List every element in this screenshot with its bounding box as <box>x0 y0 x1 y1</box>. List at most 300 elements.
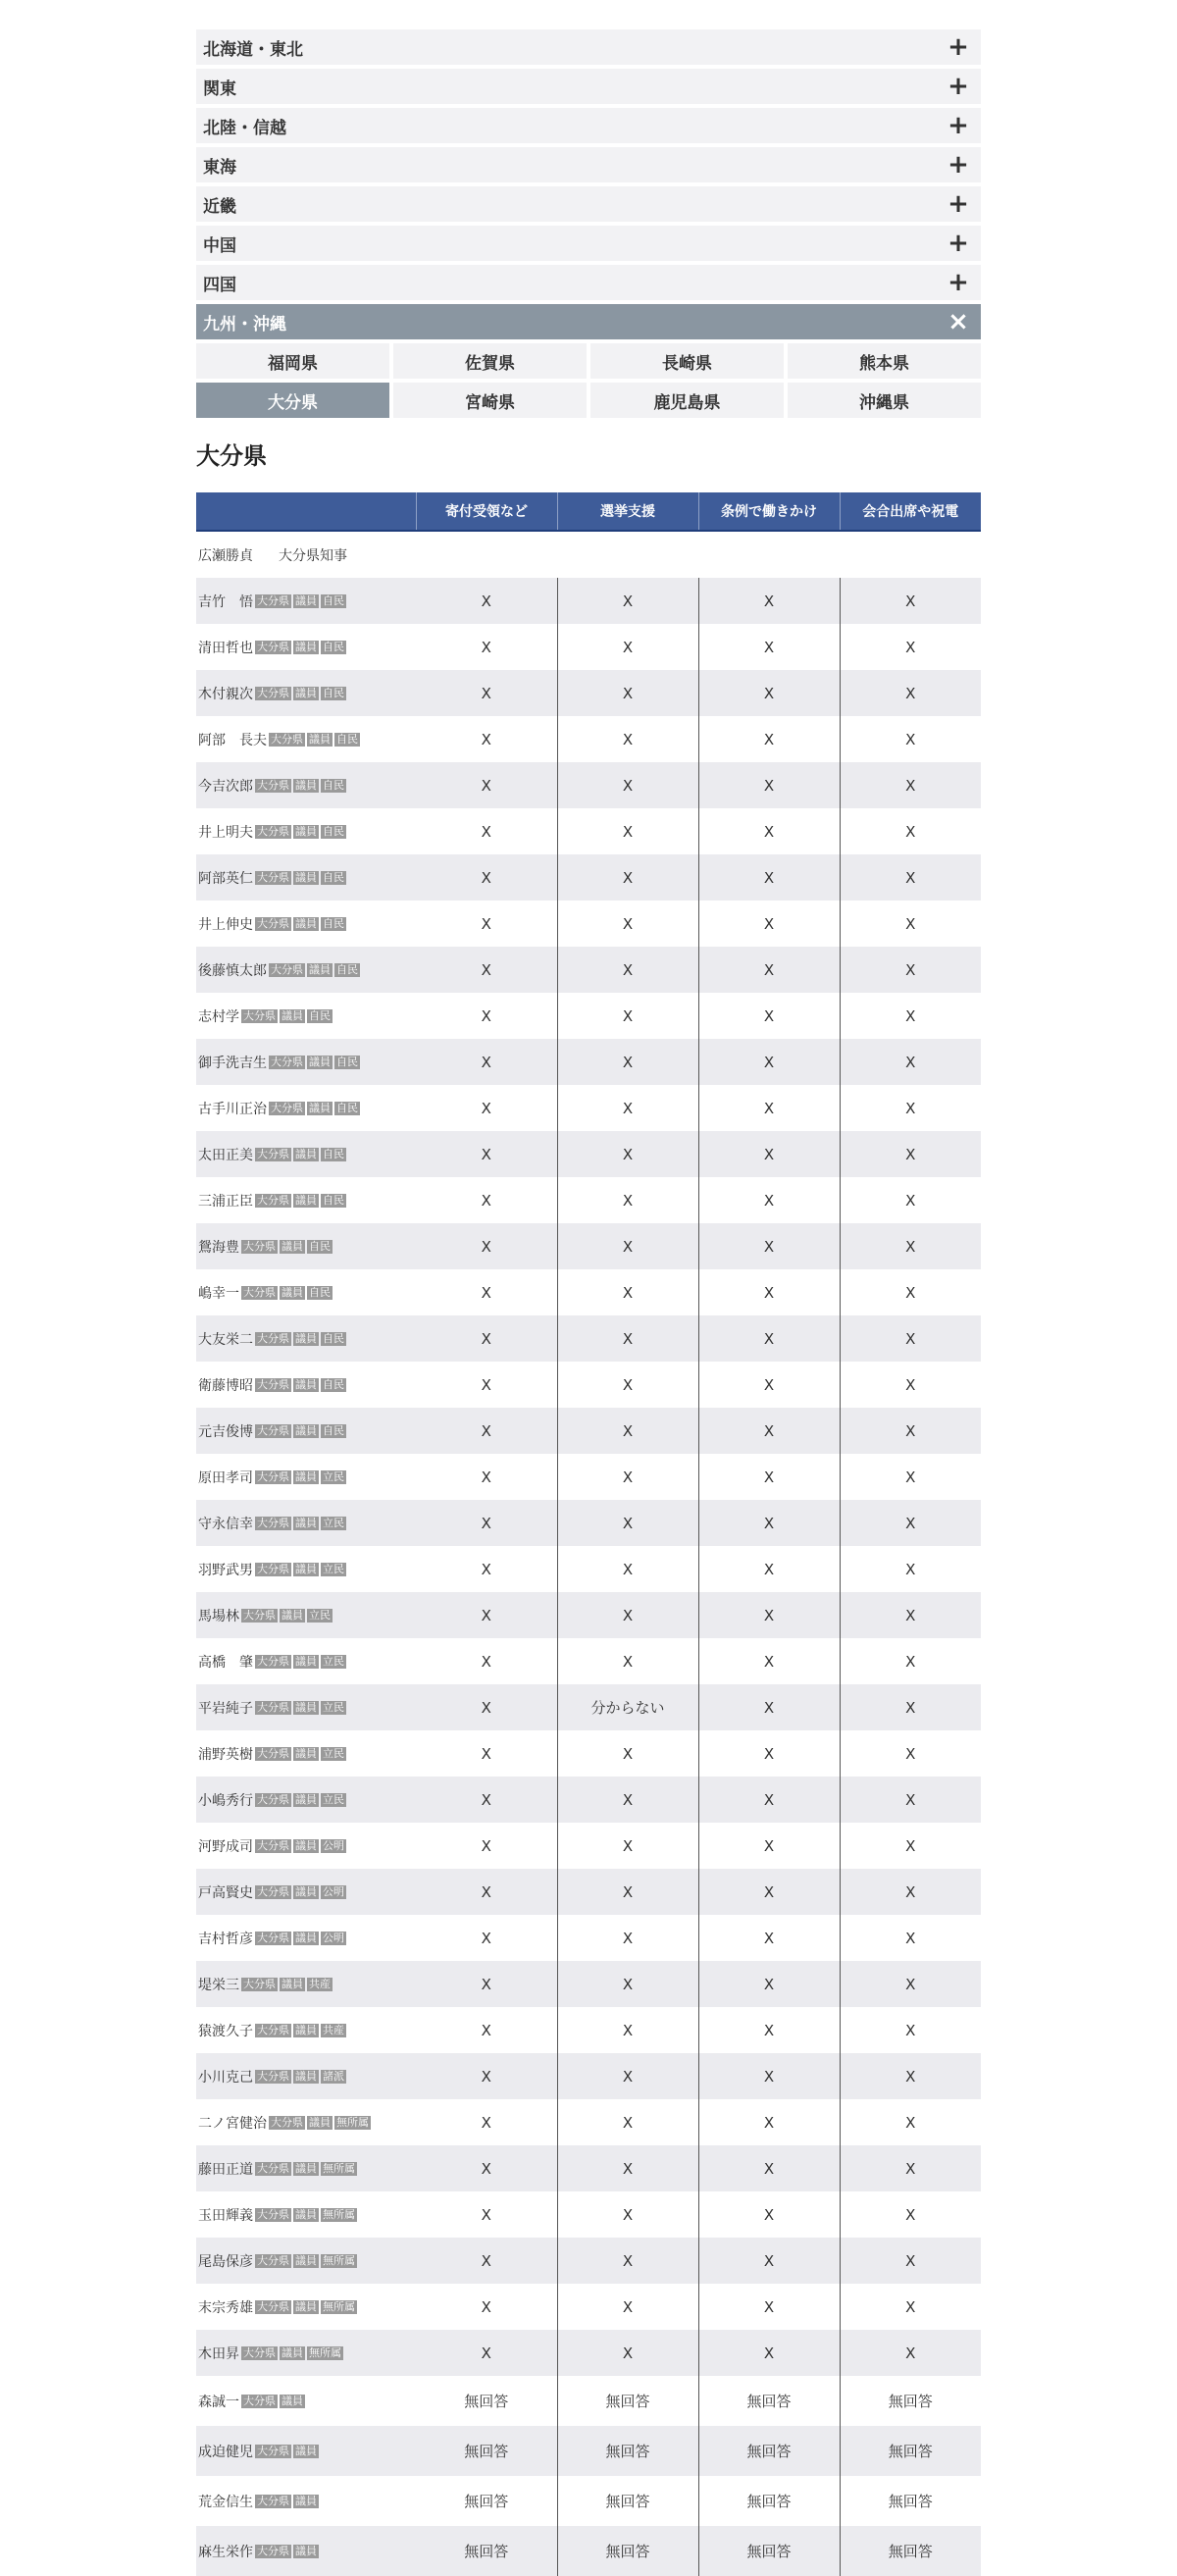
member-cell <box>196 947 416 993</box>
table-row <box>196 1223 981 1269</box>
prefecture-tab[interactable]: 熊本県 <box>788 343 981 379</box>
member-cell <box>196 1869 416 1915</box>
answer-cell: X <box>698 1592 840 1638</box>
member-tag: 無所属 <box>309 2345 341 2359</box>
prefecture-tab[interactable]: 沖縄県 <box>788 383 981 418</box>
answer-cell: X <box>698 1961 840 2007</box>
table-row <box>196 993 981 1039</box>
member-tag: 大分県 <box>257 1654 289 1668</box>
header-name <box>196 492 416 531</box>
answer-cell: X <box>481 1836 491 1855</box>
answer-cell: X <box>416 1131 557 1177</box>
table-row <box>196 1131 981 1177</box>
answer-cell: X <box>840 578 981 624</box>
header-election-support: 選挙支援 <box>557 492 698 531</box>
member-tag: 自民 <box>323 1331 344 1345</box>
member-tag: 大分県 <box>257 824 289 838</box>
table-row <box>196 808 981 854</box>
member-tag: 公明 <box>323 1931 344 1944</box>
plus-icon[interactable]: + <box>947 32 969 62</box>
survey-table <box>196 492 981 2576</box>
table-row <box>196 2476 981 2526</box>
region-item[interactable] <box>196 265 981 300</box>
member-name: 大友栄二 <box>198 1331 253 1348</box>
answer-cell: X <box>557 1454 698 1500</box>
member-tag: 立民 <box>323 1792 344 1806</box>
answer-cell: X <box>698 2330 840 2376</box>
answer-cell: X <box>698 2099 840 2145</box>
answer-cell: X <box>416 1961 557 2007</box>
answer-cell: X <box>557 1823 698 1869</box>
member-tag: 議員 <box>295 870 317 884</box>
answer-cell: X <box>416 1315 557 1362</box>
table-row <box>196 1730 981 1777</box>
region-item[interactable] <box>196 147 981 182</box>
member-tag: 議員 <box>295 1884 317 1898</box>
answer-cell: X <box>698 1085 840 1131</box>
answer-cell: X <box>840 1777 981 1823</box>
answer-cell: 分からない <box>557 1684 698 1730</box>
table-row <box>196 1085 981 1131</box>
answer-cell: X <box>840 901 981 947</box>
answer-cell: X <box>481 1560 491 1578</box>
member-cell <box>196 1592 416 1638</box>
answer-cell: X <box>557 1085 698 1131</box>
answer-cell: X <box>840 2238 981 2284</box>
member-name: 後藤慎太郎 <box>198 962 267 979</box>
member-tag: 自民 <box>309 1008 331 1022</box>
prefecture-tab[interactable]: 長崎県 <box>590 343 784 379</box>
prefecture-tab[interactable]: 鹿児島県 <box>590 383 784 418</box>
table-row <box>196 762 981 808</box>
answer-cell: X <box>416 670 557 716</box>
member-name: 阿部 長夫 <box>198 732 267 748</box>
member-tag: 議員 <box>295 1654 317 1668</box>
answer-cell: X <box>416 2238 557 2284</box>
answer-cell: X <box>840 1869 981 1915</box>
region-item[interactable] <box>196 29 981 65</box>
answer-cell: X <box>840 2099 981 2145</box>
member-name: 浦野英樹 <box>198 1746 253 1763</box>
answer-cell: X <box>416 1500 557 1546</box>
answer-cell: X <box>840 1684 981 1730</box>
member-tag: 立民 <box>309 1608 331 1622</box>
prefecture-tabs <box>196 343 981 418</box>
member-tag: 自民 <box>323 1377 344 1391</box>
member-name: 堤栄三 <box>198 1977 239 1993</box>
answer-cell: X <box>698 1039 840 1085</box>
table-row <box>196 2284 981 2330</box>
member-name: 麻生栄作 <box>198 2544 253 2560</box>
member-tag: 大分県 <box>243 1285 276 1299</box>
member-name: 吉村哲彦 <box>198 1931 253 1947</box>
answer-cell: X <box>557 947 698 993</box>
answer-cell: X <box>416 1039 557 1085</box>
answer-cell: X <box>840 670 981 716</box>
member-tag: 大分県 <box>243 1008 276 1022</box>
member-tag: 自民 <box>323 824 344 838</box>
answer-cell: X <box>840 1177 981 1223</box>
governor-cell <box>196 531 416 578</box>
prefecture-tab[interactable]: 大分県 <box>196 383 389 418</box>
answer-cell: X <box>840 2145 981 2191</box>
plus-icon[interactable]: + <box>947 111 969 140</box>
member-tag: 議員 <box>295 1469 317 1483</box>
answer-cell: X <box>840 1085 981 1131</box>
answer-cell: X <box>698 2145 840 2191</box>
table-row <box>196 2376 981 2426</box>
answer-cell: X <box>840 947 981 993</box>
answer-cell: X <box>557 2238 698 2284</box>
member-cell <box>196 1454 416 1500</box>
member-tag: 議員 <box>295 2444 317 2457</box>
member-tag: 大分県 <box>257 1562 289 1575</box>
member-tag: 大分県 <box>257 2544 289 2557</box>
member-tag: 議員 <box>281 1608 303 1622</box>
answer-cell: X <box>557 1915 698 1961</box>
member-cell <box>196 2145 416 2191</box>
member-name: 原田孝司 <box>198 1469 253 1486</box>
member-tag: 議員 <box>281 1285 303 1299</box>
member-tag: 無所属 <box>323 2253 355 2267</box>
answer-cell: X <box>416 1408 557 1454</box>
member-tag: 議員 <box>295 1423 317 1437</box>
table-row <box>196 947 981 993</box>
member-cell <box>196 1177 416 1223</box>
region-label: 関東 <box>203 78 236 99</box>
region-item[interactable] <box>196 186 981 222</box>
member-name: 高橋 肇 <box>198 1654 253 1671</box>
table-row <box>196 854 981 901</box>
answer-cell: X <box>698 1684 840 1730</box>
answer-cell: X <box>840 854 981 901</box>
answer-cell: X <box>557 1177 698 1223</box>
answer-cell: X <box>557 993 698 1039</box>
answer-cell: X <box>840 1223 981 1269</box>
answer-cell: X <box>698 1362 840 1408</box>
member-cell <box>196 670 416 716</box>
header-ordinance: 条例で働きかけ <box>698 492 840 531</box>
table-row <box>196 1823 981 1869</box>
member-tag: 議員 <box>309 1101 331 1114</box>
answer-cell: X <box>698 1500 840 1546</box>
member-cell <box>196 624 416 670</box>
member-cell <box>196 1730 416 1777</box>
member-cell <box>196 2376 416 2426</box>
answer-cell: X <box>840 2053 981 2099</box>
governor-row <box>196 531 981 578</box>
plus-icon[interactable]: + <box>947 229 969 258</box>
table-row <box>196 901 981 947</box>
member-cell <box>196 1546 416 1592</box>
member-cell <box>196 2007 416 2053</box>
answer-cell: X <box>557 2191 698 2238</box>
table-row <box>196 1546 981 1592</box>
answer-cell: 無回答 <box>840 2426 981 2476</box>
answer-cell: X <box>557 2145 698 2191</box>
answer-cell: X <box>557 2330 698 2376</box>
member-tag: 大分県 <box>257 2253 289 2267</box>
member-name: 小嶋秀行 <box>198 1792 253 1809</box>
answer-cell: X <box>416 578 557 624</box>
answer-cell: X <box>481 1375 491 1394</box>
governor-name: 広瀬勝貞 <box>198 547 253 564</box>
answer-cell: X <box>557 1777 698 1823</box>
close-icon[interactable]: × <box>947 307 969 336</box>
answer-cell: X <box>416 1592 557 1638</box>
answer-cell: X <box>840 1915 981 1961</box>
answer-cell: X <box>840 1315 981 1362</box>
member-cell <box>196 1961 416 2007</box>
answer-cell: X <box>481 1652 491 1671</box>
answer-cell: 無回答 <box>557 2426 698 2476</box>
member-cell <box>196 1269 416 1315</box>
member-name: 嶋幸一 <box>198 1285 239 1302</box>
region-item[interactable] <box>196 304 981 339</box>
member-tag: 立民 <box>323 1516 344 1529</box>
answer-cell: X <box>840 2330 981 2376</box>
answer-cell: X <box>557 1730 698 1777</box>
member-name: 吉竹 悟 <box>198 593 253 610</box>
member-tag: 議員 <box>281 1239 303 1253</box>
member-tag: 大分県 <box>271 962 303 976</box>
member-tag: 議員 <box>295 1516 317 1529</box>
region-label: 近畿 <box>203 196 236 217</box>
member-cell <box>196 2330 416 2376</box>
answer-cell: X <box>698 1315 840 1362</box>
table-row <box>196 2526 981 2576</box>
member-tag: 大分県 <box>257 1516 289 1529</box>
member-tag: 議員 <box>295 2299 317 2313</box>
answer-cell: X <box>840 762 981 808</box>
member-name: 木田昇 <box>198 2345 239 2362</box>
member-tag: 議員 <box>295 593 317 607</box>
member-cell <box>196 901 416 947</box>
member-cell <box>196 1500 416 1546</box>
member-cell <box>196 2238 416 2284</box>
answer-cell: X <box>840 1638 981 1684</box>
page-container <box>196 29 981 2576</box>
answer-cell: X <box>557 670 698 716</box>
member-tag: 自民 <box>323 870 344 884</box>
member-tag: 大分県 <box>257 1469 289 1483</box>
plus-icon[interactable]: + <box>947 189 969 219</box>
answer-cell: X <box>698 2238 840 2284</box>
answer-cell: X <box>557 716 698 762</box>
member-tag: 無所属 <box>323 2161 355 2175</box>
answer-cell: X <box>840 1500 981 1546</box>
table-row <box>196 2099 981 2145</box>
member-name: 井上明夫 <box>198 824 253 841</box>
answer-cell: X <box>481 822 491 841</box>
member-cell <box>196 1362 416 1408</box>
member-cell <box>196 2191 416 2238</box>
member-tag: 議員 <box>295 916 317 930</box>
member-tag: 議員 <box>295 2253 317 2267</box>
answer-cell: X <box>481 2113 491 2132</box>
answer-cell: X <box>840 1961 981 2007</box>
answer-cell: X <box>698 670 840 716</box>
member-name: 戸高賢史 <box>198 1884 253 1901</box>
member-tag: 議員 <box>295 640 317 653</box>
member-tag: 大分県 <box>271 1101 303 1114</box>
plus-icon[interactable]: + <box>947 150 969 180</box>
member-tag: 無所属 <box>336 2115 369 2129</box>
member-tag: 立民 <box>323 1562 344 1575</box>
member-tag: 大分県 <box>257 2069 289 2083</box>
table-row <box>196 1869 981 1915</box>
member-tag: 公明 <box>323 1884 344 1898</box>
answer-cell: X <box>840 1454 981 1500</box>
answer-cell: X <box>557 1961 698 2007</box>
answer-cell: X <box>698 1730 840 1777</box>
table-row <box>196 670 981 716</box>
prefecture-tab[interactable]: 佐賀県 <box>393 343 587 379</box>
member-tag: 議員 <box>295 1700 317 1714</box>
answer-cell: X <box>698 2007 840 2053</box>
member-tag: 議員 <box>295 1377 317 1391</box>
member-tag: 議員 <box>295 1792 317 1806</box>
member-name: 平岩純子 <box>198 1700 253 1717</box>
member-cell <box>196 808 416 854</box>
member-cell <box>196 2284 416 2330</box>
member-tag: 議員 <box>295 1931 317 1944</box>
member-tag: 議員 <box>295 1838 317 1852</box>
member-tag: 議員 <box>295 1331 317 1345</box>
member-tag: 議員 <box>309 962 331 976</box>
member-tag: 議員 <box>309 1055 331 1068</box>
member-tag: 大分県 <box>257 640 289 653</box>
answer-cell: X <box>416 947 557 993</box>
answer-cell: X <box>698 808 840 854</box>
member-cell <box>196 1131 416 1177</box>
answer-cell: X <box>840 808 981 854</box>
answer-cell: X <box>416 2330 557 2376</box>
member-tag: 立民 <box>323 1469 344 1483</box>
answer-cell: X <box>698 2053 840 2099</box>
member-tag: 大分県 <box>257 2023 289 2036</box>
answer-cell: X <box>698 1454 840 1500</box>
prefecture-tab[interactable]: 宮崎県 <box>393 383 587 418</box>
member-cell <box>196 578 416 624</box>
member-tag: 共産 <box>309 1977 331 1990</box>
table-row <box>196 2191 981 2238</box>
answer-cell: X <box>481 1929 491 1947</box>
member-name: 志村学 <box>198 1008 239 1025</box>
member-name: 玉田輝義 <box>198 2207 253 2224</box>
answer-cell: X <box>481 1468 491 1486</box>
region-item[interactable] <box>196 226 981 261</box>
table-row <box>196 1592 981 1638</box>
member-tag: 大分県 <box>257 686 289 699</box>
table-row <box>196 2330 981 2376</box>
answer-cell: X <box>698 1638 840 1684</box>
member-tag: 大分県 <box>257 1377 289 1391</box>
answer-cell: X <box>416 1869 557 1915</box>
table-header-row <box>196 492 981 531</box>
answer-cell: X <box>698 854 840 901</box>
member-name: 木付親次 <box>198 686 253 702</box>
region-label: 九州・沖縄 <box>203 314 286 335</box>
region-label: 中国 <box>203 235 236 256</box>
answer-cell: X <box>481 1099 491 1117</box>
region-item[interactable] <box>196 108 981 143</box>
member-name: 成迫健児 <box>198 2444 253 2460</box>
answer-cell: X <box>698 716 840 762</box>
answer-cell: X <box>557 1408 698 1454</box>
table-row <box>196 1638 981 1684</box>
member-tag: 議員 <box>295 686 317 699</box>
member-tag: 自民 <box>336 1055 358 1068</box>
member-name: 元吉俊博 <box>198 1423 253 1440</box>
member-name: 尾島保彦 <box>198 2253 253 2270</box>
member-tag: 大分県 <box>257 2444 289 2457</box>
member-tag: 大分県 <box>257 1746 289 1760</box>
answer-cell: X <box>698 901 840 947</box>
header-donation: 寄付受領など <box>416 492 557 531</box>
member-name: 古手川正治 <box>198 1101 267 1117</box>
member-tag: 大分県 <box>243 1977 276 1990</box>
plus-icon[interactable]: + <box>947 268 969 297</box>
member-tag: 議員 <box>281 2394 303 2407</box>
member-tag: 議員 <box>281 2345 303 2359</box>
plus-icon[interactable]: + <box>947 72 969 101</box>
answer-cell: X <box>481 2205 491 2224</box>
answer-cell: X <box>698 2191 840 2238</box>
member-cell <box>196 716 416 762</box>
prefecture-tab[interactable]: 福岡県 <box>196 343 389 379</box>
member-tag: 議員 <box>295 1193 317 1207</box>
table-row <box>196 1269 981 1315</box>
table-row <box>196 1777 981 1823</box>
answer-cell: X <box>481 1191 491 1210</box>
member-tag: 自民 <box>309 1285 331 1299</box>
member-tag: 議員 <box>295 1562 317 1575</box>
member-tag: 大分県 <box>257 1193 289 1207</box>
region-item[interactable] <box>196 69 981 104</box>
answer-cell: 無回答 <box>698 2376 840 2426</box>
member-tag: 無所属 <box>323 2299 355 2313</box>
answer-cell: X <box>557 854 698 901</box>
governor-title: 大分県知事 <box>279 547 347 564</box>
member-tag: 大分県 <box>257 778 289 792</box>
answer-cell: X <box>698 1777 840 1823</box>
answer-cell: 無回答 <box>416 2526 557 2576</box>
answer-cell: X <box>481 1744 491 1763</box>
member-tag: 議員 <box>309 732 331 746</box>
table-row <box>196 1684 981 1730</box>
answer-cell: X <box>481 730 491 748</box>
answer-cell: X <box>481 638 491 656</box>
member-tag: 議員 <box>281 1977 303 1990</box>
table-row <box>196 1177 981 1223</box>
member-tag: 大分県 <box>257 2299 289 2313</box>
answer-cell: 無回答 <box>698 2426 840 2476</box>
member-name: 守永信幸 <box>198 1516 253 1532</box>
answer-cell: X <box>557 1269 698 1315</box>
answer-cell: X <box>557 1546 698 1592</box>
member-tag: 議員 <box>295 1147 317 1160</box>
answer-cell: 無回答 <box>464 2393 509 2410</box>
member-cell <box>196 2476 416 2526</box>
answer-cell: X <box>840 1823 981 1869</box>
member-tag: 自民 <box>323 640 344 653</box>
member-name: 清田哲也 <box>198 640 253 656</box>
table-row <box>196 1961 981 2007</box>
member-tag: 大分県 <box>257 1931 289 1944</box>
member-name: 猿渡久子 <box>198 2023 253 2039</box>
header-meeting: 会合出席や祝電 <box>840 492 981 531</box>
